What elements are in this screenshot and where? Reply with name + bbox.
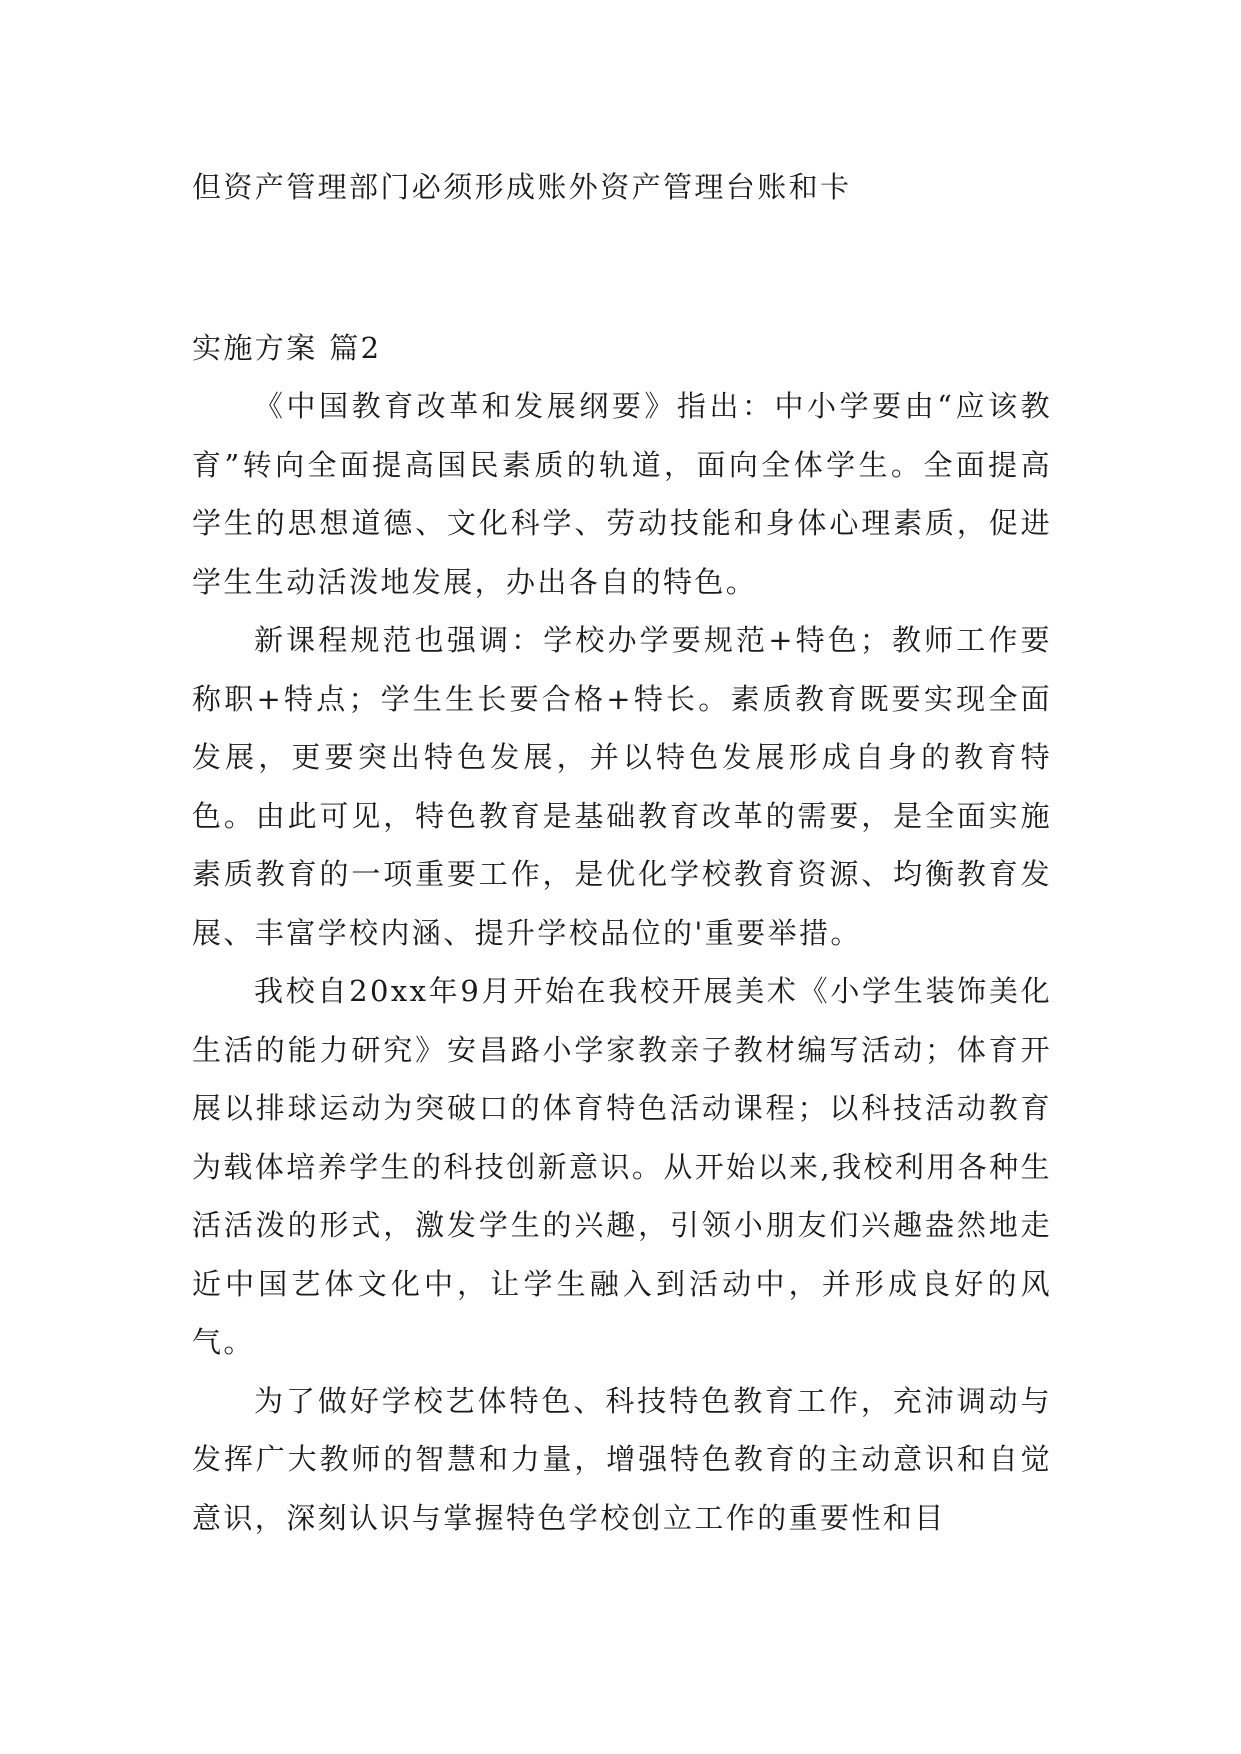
paragraph-1: 《中国教育改革和发展纲要》指出：中小学要由“应该教育”转向全面提高国民素质的轨道，面向全体学生。全面提高学生的思想道德、文化科学、劳动技能和身体心理素质，促进学生生动活泼地发展，办出各自的特色。: [192, 389, 1052, 599]
paragraph-4: 为了做好学校艺体特色、科技特色教育工作，充沛调动与发挥广大教师的智慧和力量，增强特色教育的主动意识和自觉意识，深刻认识与掌握特色学校创立工作的重要性和目: [192, 1383, 1052, 1535]
paragraph-3: 我校自20xx年9月开始在我校开展美术《小学生装饰美化生活的能力研究》安昌路小学家教亲子教材编写活动；体育开展以排球运动为突破口的体育特色活动课程；以科技活动教育为载体培养学生的科技创新意识。从开始以来,我校利用各种生活活泼的形式，激发学生的兴趣，引领小朋友们兴趣盎然地走近中国艺体文化中，让学生融入到活动中，并形成良好的风气。: [192, 974, 1052, 1359]
document-body: [192, 158, 1052, 1547]
section-heading: 实施方案 篇2: [192, 330, 382, 365]
paragraph-2: 新课程规范也强调：学校办学要规范+特色；教师工作要称职+特点；学生生长要合格+特长。素质教育既要实现全面发展，更要突出特色发展，并以特色发展形成自身的教育特色。由此可见，特色教育是基础教育改革的需要，是全面实施素质教育的一项重要工作，是优化学校教育资源、均衡教育发展、丰富学校内涵、提升学校品位的'重要举措。: [192, 623, 1052, 950]
continuation-line: 但资产管理部门必须形成账外资产管理台账和卡: [192, 170, 852, 204]
